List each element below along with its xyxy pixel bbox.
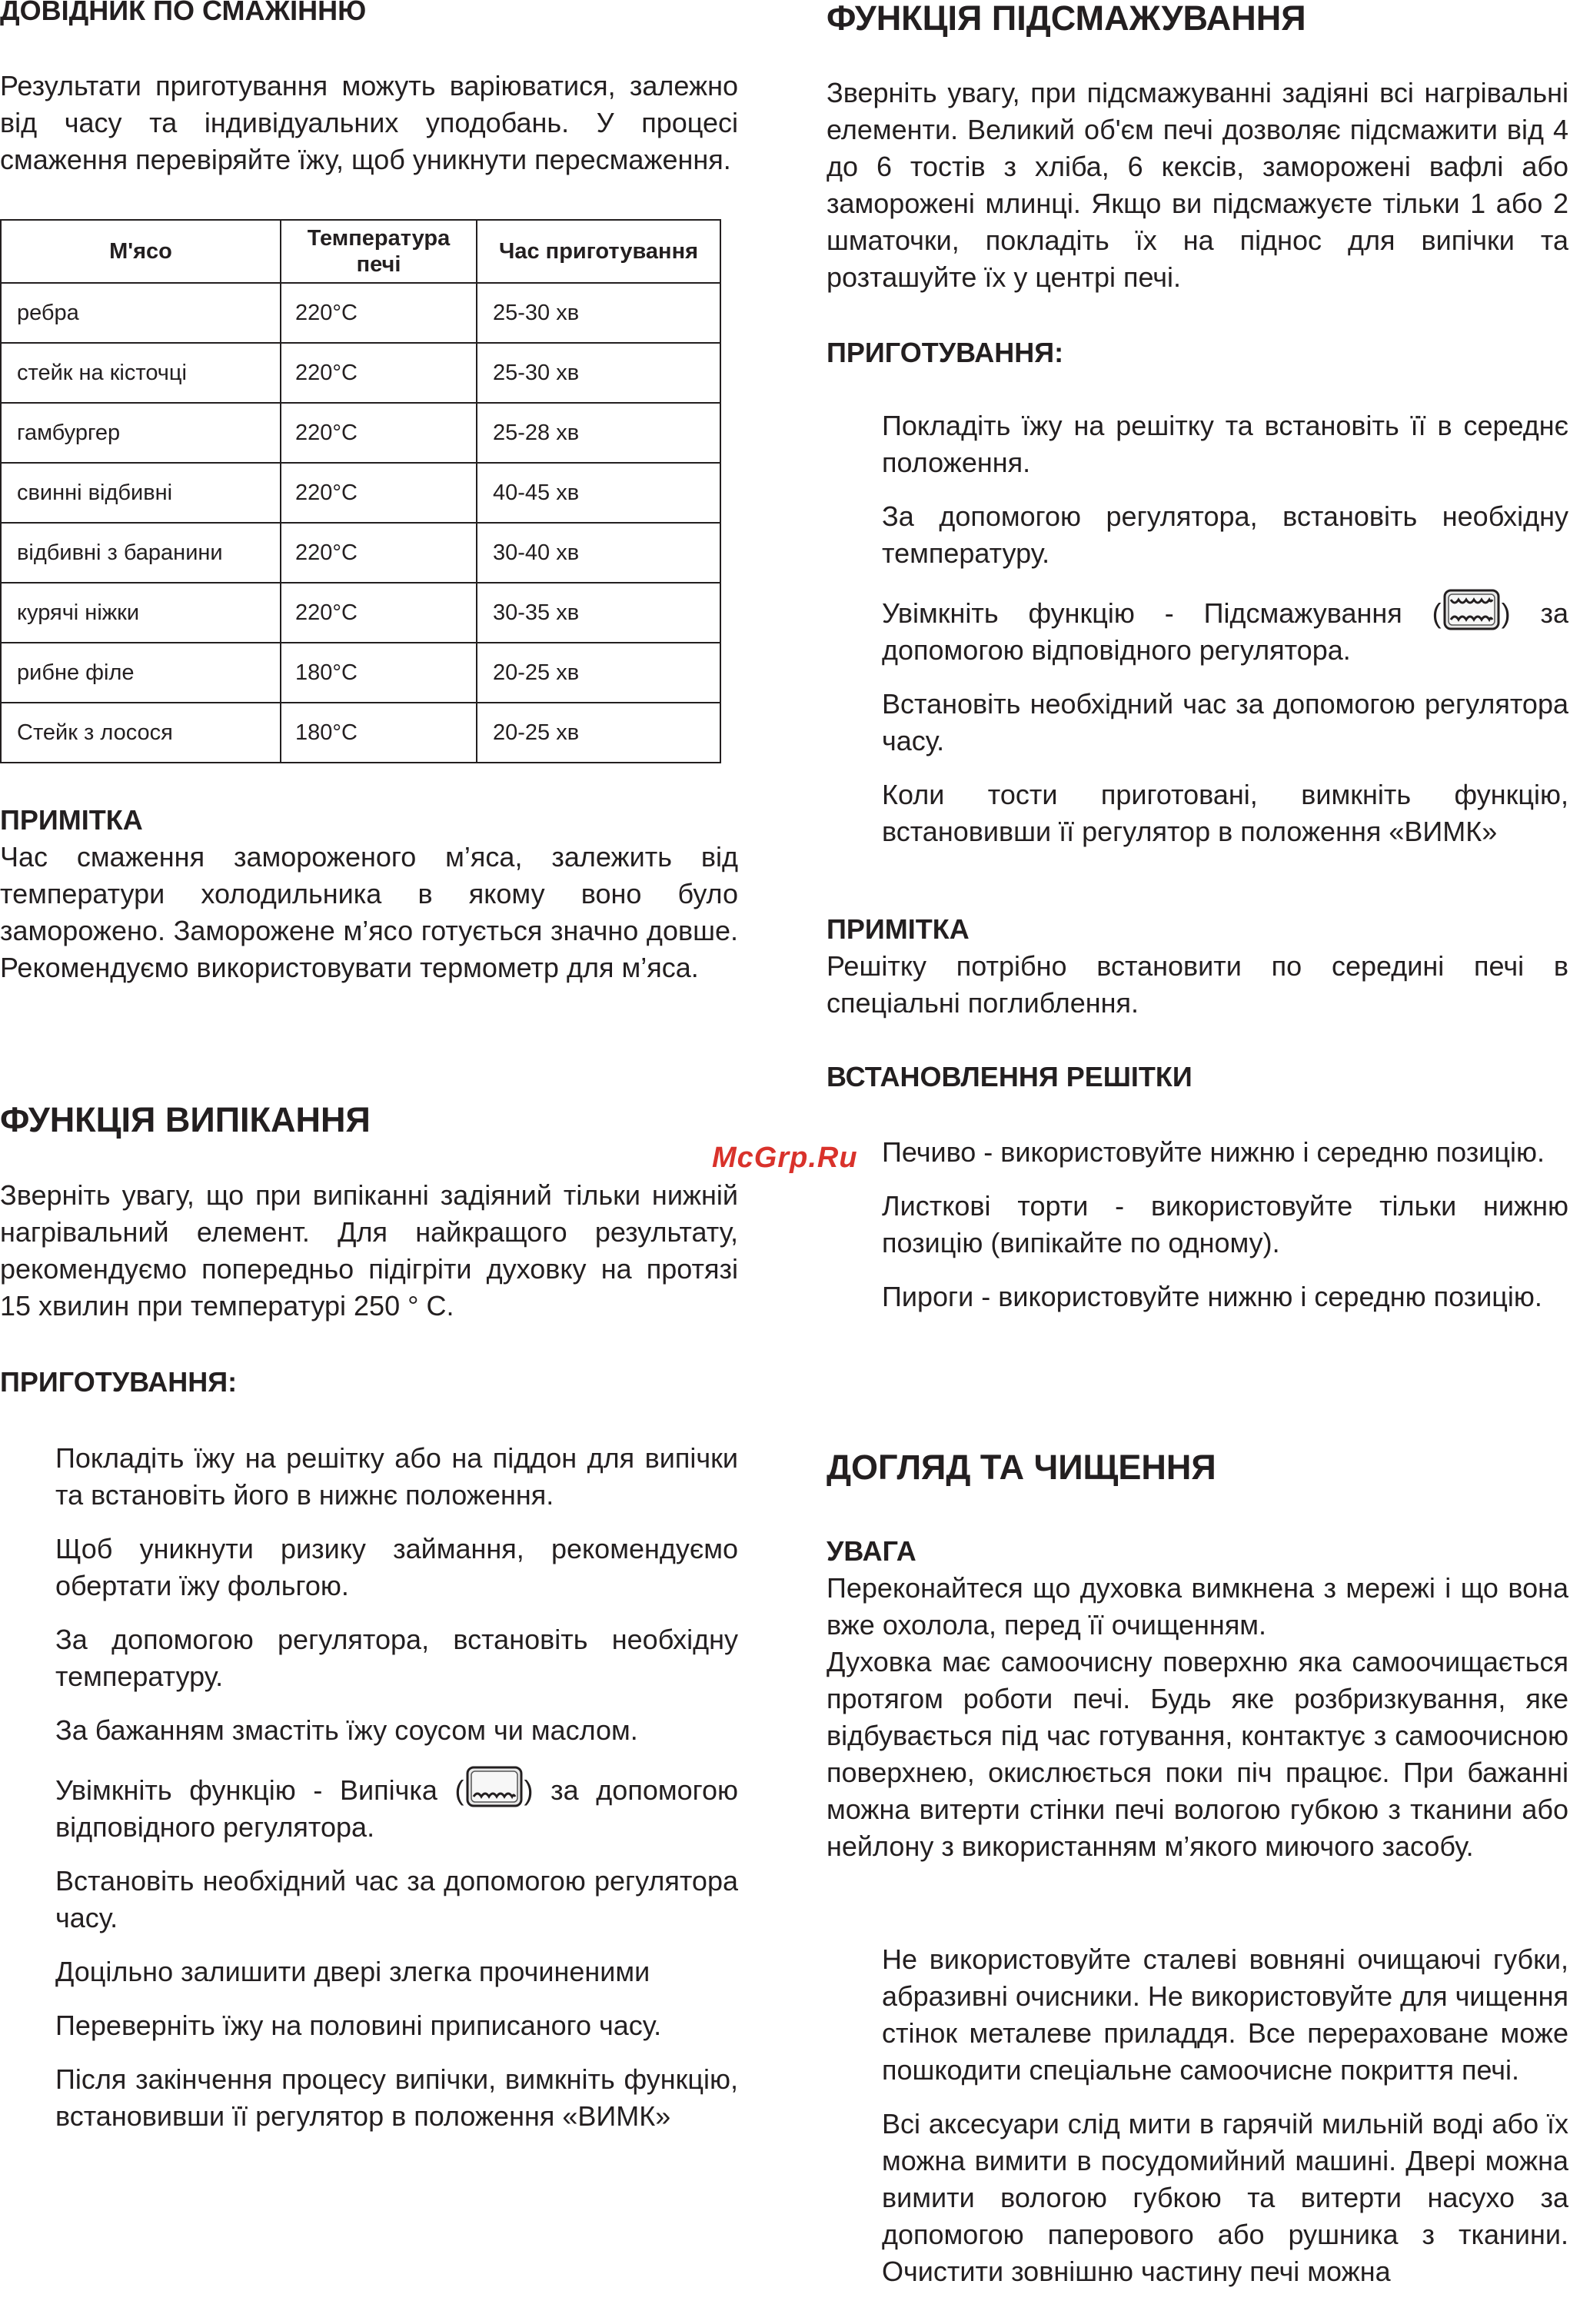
cell-meat: свинні відбивні	[1, 463, 281, 523]
rack-title: ВСТАНОВЛЕННЯ РЕШІТКИ	[827, 1061, 1192, 1092]
bake-step: За допомогою регулятора, встановіть необхідну температуру.	[55, 1624, 738, 1692]
bake-step: Встановіть необхідний час за допомогою регулятора часу.	[55, 1865, 738, 1933]
bake-step: Переверніть їжу на половині приписаного часу.	[55, 2010, 662, 2041]
cell-temperature: 220°C	[281, 463, 477, 523]
cell-temperature: 220°C	[281, 523, 477, 583]
cell-meat: відбивні з баранини	[1, 523, 281, 583]
attention-text-1: Переконайтеся що духовка вимкнена з мережі і що вона вже охолола, перед її очищенням.	[827, 1572, 1568, 1641]
toast-step: Встановіть необхідний час за допомогою регулятора часу.	[882, 688, 1568, 756]
table-row	[1, 643, 720, 703]
bake-intro: Зверніть увагу, що при випіканні задіяний тільки нижній нагрівальний елемент. Для найкращого результату, рекомендуємо попередньо підігріти духовку на протязі 15 хвилин при температурі 250 ° C.	[0, 1179, 738, 1322]
table-row	[1, 283, 720, 343]
table-row	[1, 343, 720, 403]
bake-step-icon-before: Увімкніть функцію - Випічка (	[55, 1774, 464, 1806]
toast-step-icon-before: Увімкніть функцію - Підсмажування (	[882, 597, 1442, 629]
toast-step: Покладіть їжу на решітку та встановіть її в середнє положення.	[882, 410, 1568, 478]
watermark: McGrp.Ru	[712, 1142, 858, 1174]
toast-step: Коли тости приготовані, вимкніть функцію, встановивши її регулятор в положення «ВИМК»	[882, 779, 1568, 847]
table-row	[1, 583, 720, 643]
cell-time: 20-25 хв	[477, 643, 720, 703]
header-meat: М'ясо	[1, 220, 281, 283]
top-bottom-heat-icon	[1443, 589, 1500, 630]
toast-step-icon-after: ) за допомогою відповідного регулятора.	[882, 597, 1568, 666]
cell-time: 40-45 хв	[477, 463, 720, 523]
cell-temperature: 220°C	[281, 403, 477, 463]
attention-text-2: Духовка має самоочисну поверхню яка самоочищається протягом роботи печі. Будь яке розбризкування, яке відбувається під час готування, контактує з самоочисною поверхнею, окислюється поки піч працює. При бажанні можна витерти стінки печі вологою губкою з тканини або нейлону з використанням м’якого миючого засобу.	[827, 1646, 1568, 1862]
table-row	[1, 403, 720, 463]
cell-time: 30-35 хв	[477, 583, 720, 643]
toast-note-text: Решітку потрібно встановити по середині печі в спеціальні поглиблення.	[827, 950, 1568, 1019]
frying-guide-intro: Результати приготування можуть варіюватися, залежно від часу та індивідуальних уподобань. У процесі смаження перевіряйте їжу, щоб уникнути пересмаження.	[0, 70, 738, 175]
bake-step: Щоб уникнути ризику займання, рекомендуємо обертати їжу фольгою.	[55, 1533, 738, 1601]
cell-time: 25-28 хв	[477, 403, 720, 463]
bake-function-title: ФУНКЦІЯ ВИПІКАННЯ	[0, 1100, 371, 1139]
cell-time: 30-40 хв	[477, 523, 720, 583]
attention-title: УВАГА	[827, 1535, 916, 1567]
header-temperature: Температура печі	[281, 220, 477, 283]
cell-temperature: 180°C	[281, 643, 477, 703]
cell-temperature: 220°C	[281, 583, 477, 643]
toast-intro: Зверніть увагу, при підсмажуванні задіяні всі нагрівальні елементи. Великий об'єм печі дозволяє підсмажити від 4 до 6 тостів з хліба, 6 кексів, заморожені вафлі або заморожені млинці. Якщо ви підсмажуєте тільки 1 або 2 шматочки, покладіть їх на піднос для випічки та розташуйте їх у центрі печі.	[827, 77, 1568, 293]
bake-step: Доцільно залишити двері злегка прочиненими	[55, 1956, 650, 1987]
rack-item: Листкові торти - використовуйте тільки нижню позицію (випікайте по одному).	[882, 1190, 1568, 1258]
care-list	[827, 1941, 1568, 2307]
table-row	[1, 703, 720, 763]
bake-step-icon-after: ) за допомогою відповідного регулятора.	[55, 1774, 738, 1843]
toast-steps	[827, 407, 1568, 867]
cell-meat: рибне філе	[1, 643, 281, 703]
bake-step-with-icon	[55, 1766, 738, 1846]
toast-function-title: ФУНКЦІЯ ПІДСМАЖУВАННЯ	[827, 0, 1306, 38]
bake-step: За бажанням змастіть їжу соусом чи маслом.	[55, 1714, 638, 1746]
bake-step: Покладіть їжу на решітку або на піддон для випічки та встановіть його в нижнє положення.	[55, 1442, 738, 1511]
table-row	[1, 523, 720, 583]
cell-time: 25-30 хв	[477, 283, 720, 343]
note-text: Час смаження замороженого м’яса, залежить від температури холодильника в якому воно було заморожено. Заморожене м’ясо готується значно довше. Рекомендуємо використовувати термометр для м’яса.	[0, 841, 738, 983]
cell-meat: гамбургер	[1, 403, 281, 463]
rack-item: Пироги - використовуйте нижню і середню позицію.	[882, 1281, 1542, 1312]
frying-table	[0, 219, 721, 763]
header-time: Час приготування	[477, 220, 720, 283]
toast-step: За допомогою регулятора, встановіть необхідну температуру.	[882, 500, 1568, 569]
care-item: Всі аксесуари слід мити в гарячій мильній воді або їх можна вимити в посудомийний машині. Двері можна вимити вологою губкою та витерти насухо за допомогою паперового або рушника з тканини. Очистити зовнішню частину печі можна	[882, 2108, 1568, 2287]
cell-meat: курячі ніжки	[1, 583, 281, 643]
cell-meat: стейк на кісточці	[1, 343, 281, 403]
note-title: ПРИМІТКА	[0, 804, 143, 836]
bottom-heat-icon	[466, 1766, 523, 1807]
rack-item: Печиво - використовуйте нижню і середню позицію.	[882, 1136, 1545, 1168]
cell-time: 20-25 хв	[477, 703, 720, 763]
toast-prep-title: ПРИГОТУВАННЯ:	[827, 337, 1064, 368]
cell-temperature: 220°C	[281, 283, 477, 343]
care-item: Не використовуйте сталеві вовняні очищаючі губки, абразивні очисники. Не використовуйте для чищення стінок металеве приладдя. Все перераховане може пошкодити спеціальне самоочисне покриття печі.	[882, 1943, 1568, 2086]
rack-list	[827, 1134, 1568, 1332]
toast-step-with-icon	[882, 589, 1568, 669]
toast-note-title: ПРИМІТКА	[827, 913, 970, 945]
cell-temperature: 180°C	[281, 703, 477, 763]
frying-guide-title: ДОВІДНИК ПО СМАЖІННЮ	[0, 0, 367, 26]
cell-meat: Стейк з лосося	[1, 703, 281, 763]
bake-step: Після закінчення процесу випічки, вимкніть функцію, встановивши її регулятор в положення «ВИМК»	[55, 2063, 738, 2132]
care-title: ДОГЛЯД ТА ЧИЩЕННЯ	[827, 1448, 1216, 1487]
cell-time: 25-30 хв	[477, 343, 720, 403]
cell-meat: ребра	[1, 283, 281, 343]
cell-temperature: 220°C	[281, 343, 477, 403]
table-row	[1, 463, 720, 523]
table-header-row	[1, 220, 720, 283]
bake-steps	[0, 1440, 738, 2152]
bake-prep-title: ПРИГОТУВАННЯ:	[0, 1366, 238, 1398]
